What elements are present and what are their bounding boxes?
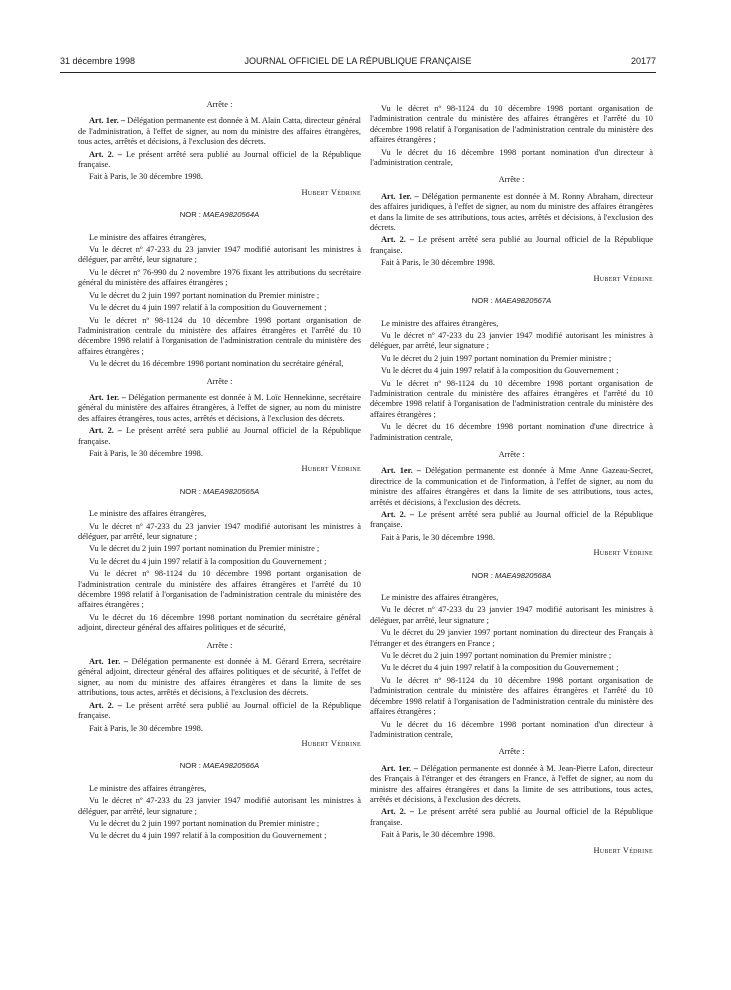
nor-reference: NOR : MAEA9820568A: [471, 570, 552, 580]
page-header: [60, 56, 656, 70]
visa-paragraph: Vu le décret du 4 juin 1997 relatif à la composition du Gouvernement ;: [89, 303, 327, 313]
article-2: Art. 2. – Le présent arrêté sera publié au Journal officiel de la République française.: [370, 807, 654, 827]
signature: Hubert Védrine: [301, 464, 361, 474]
visa-paragraph: Le ministre des affaires étrangères,: [89, 509, 207, 519]
arrete-heading: Arrête :: [498, 747, 525, 757]
signature: Hubert Védrine: [593, 845, 653, 855]
arrete-heading: Arrête :: [498, 175, 525, 185]
visa-paragraph: Vu le décret du 4 juin 1997 relatif à la composition du Gouvernement ;: [381, 366, 619, 376]
visa-paragraph: Le ministre des affaires étrangères,: [89, 232, 207, 242]
visa-paragraph: Vu le décret nº 47-233 du 23 janvier 1947 modifié autorisant les ministres à déléguer, par arrêté, leur signature ;: [370, 605, 653, 625]
visa-paragraph: Vu le décret nº 98-1124 du 10 décembre 1998 portant organisation de l'administration centrale du ministère des affaires étrangères et l'arrêté du 10 décembre 1998 relatif à l'organisation de l'administration centrale du ministère des affaires étrangères ;: [78, 569, 361, 610]
visa-paragraph: Le ministre des affaires étrangères,: [89, 783, 207, 793]
nor-reference: NOR : MAEA9820565A: [179, 486, 260, 496]
visa-paragraph: Vu le décret du 4 juin 1997 relatif à la composition du Gouvernement ;: [89, 556, 327, 566]
signature: Hubert Védrine: [301, 187, 361, 197]
visa-paragraph: Vu le décret nº 47-233 du 23 janvier 1947 modifié autorisant les ministres à déléguer, par arrêté, leur signature ;: [78, 796, 361, 816]
visa-paragraph: Vu le décret nº 76-990 du 2 novembre 1976 fixant les attributions du secrétaire général du ministère des affaires étrangères ;: [78, 267, 361, 288]
visa-paragraph: Vu le décret du 16 décembre 1998 portant nomination d'une directrice à l'administration centrale,: [370, 422, 653, 442]
signature: Hubert Védrine: [593, 273, 653, 283]
article-2: Art. 2. – Le présent arrêté sera publié au Journal officiel de la République française.: [78, 149, 362, 170]
fait-line: Fait à Paris, le 30 décembre 1998.: [89, 172, 203, 182]
article-1: Art. 1er. – Délégation permanente est donnée à M. Jean-Pierre Lafon, directeur des Français à l'étranger et des étrangers en France, à l'effet de signer, au nom du ministre des affaires étrangères et dans la limite de ses attributions, tous actes, arrêtés et décisions, à l'exclusion des décrets.: [370, 763, 654, 804]
right-column: [370, 104, 653, 866]
header-rule: [60, 72, 656, 73]
fait-line: Fait à Paris, le 30 décembre 1998.: [381, 258, 495, 268]
article-2: Art. 2. – Le présent arrêté sera publié au Journal officiel de la République française.: [370, 235, 654, 255]
signature: Hubert Védrine: [301, 738, 361, 748]
header-page-number: 20177: [630, 56, 656, 66]
visa-paragraph: Vu le décret du 4 juin 1997 relatif à la composition du Gouvernement ;: [89, 831, 327, 841]
article-2: Art. 2. – Le présent arrêté sera publié au Journal officiel de la République française.: [370, 510, 654, 530]
visa-paragraph: Vu le décret du 2 juin 1997 portant nomination du Premier ministre ;: [89, 290, 320, 300]
visa-paragraph: Le ministre des affaires étrangères,: [381, 318, 499, 328]
visa-paragraph: Vu le décret du 16 décembre 1998 portant nomination du secrétaire général adjoint, directeur général des affaires politiques et de sécurité,: [78, 612, 361, 633]
visa-paragraph: Vu le décret du 29 janvier 1997 portant nomination du directeur des Français à l'étranger et des étrangers en France ;: [370, 628, 653, 648]
nor-reference: NOR : MAEA9820564A: [179, 210, 260, 220]
signature: Hubert Védrine: [593, 548, 653, 558]
nor-reference: NOR : MAEA9820566A: [179, 761, 260, 771]
article-1: Art. 1er. – Délégation permanente est donnée à Mme Anne Gazeau-Secret, directrice de la communication et de l'information, à l'effet de signer, au nom du ministre des affaires étrangères et dans la limite de ses attributions, tous actes, arrêtés et décisions, à l'exclusion des décrets.: [370, 466, 653, 507]
header-journal-title: JOURNAL OFFICIEL DE LA RÉPUBLIQUE FRANÇAISE: [244, 56, 472, 66]
fait-line: Fait à Paris, le 30 décembre 1998.: [89, 723, 203, 733]
article-1: Art. 1er. – Délégation permanente est donnée à M. Gérard Errera, secrétaire général adjoint, directeur général des affaires politiques et de sécurité, à l'effet de signer, au nom du ministre des affaires étrangères et dans la limite de ses attributions, tous actes, arrêtés et décisions, à l'exclusion des décrets.: [78, 657, 362, 698]
visa-paragraph: Le ministre des affaires étrangères,: [381, 593, 499, 603]
fait-line: Fait à Paris, le 30 décembre 1998.: [89, 448, 203, 458]
visa-paragraph: Vu le décret nº 98-1124 du 10 décembre 1998 portant organisation de l'administration centrale du ministère des affaires étrangères et l'arrêté du 10 décembre 1998 relatif à l'organisation de l'administration centrale du ministère des affaires étrangères ;: [370, 378, 653, 419]
fait-line: Fait à Paris, le 30 décembre 1998.: [381, 830, 495, 840]
visa-paragraph: Vu le décret nº 98-1124 du 10 décembre 1998 portant organisation de l'administration centrale du ministère des affaires étrangères et l'arrêté du 10 décembre 1998 relatif à l'organisation de l'administration centrale du ministère des affaires étrangères ;: [78, 315, 361, 356]
visa-paragraph: Vu le décret du 2 juin 1997 portant nomination du Premier ministre ;: [381, 651, 612, 661]
article-1: Art. 1er. – Délégation permanente est donnée à M. Loïc Hennekinne, secrétaire général du ministère des affaires étrangères, à l'effet de signer, au nom du ministre des affaires étrangères, tous actes, arrêtés et décisions, à l'exclusion des décrets.: [78, 392, 361, 423]
visa-paragraph: Vu le décret nº 47-233 du 23 janvier 1947 modifié autorisant les ministres à déléguer, par arrêté, leur signature ;: [370, 330, 653, 351]
visa-paragraph: Vu le décret du 2 juin 1997 portant nomination du Premier ministre ;: [89, 544, 320, 554]
arrete-heading: Arrête :: [206, 640, 233, 650]
visa-paragraph: Vu le décret nº 47-233 du 23 janvier 1947 modifié autorisant les ministres à déléguer, par arrêté, leur signature ;: [78, 521, 361, 541]
visa-paragraph: Vu le décret nº 47-233 du 23 janvier 1947 modifié autorisant les ministres à déléguer, par arrêté, leur signature ;: [78, 245, 361, 265]
header-date: 31 décembre 1998: [60, 56, 136, 66]
article-2: Art. 2. – Le présent arrêté sera publié au Journal officiel de la République française.: [78, 426, 362, 446]
visa-paragraph: Vu le décret nº 98-1124 du 10 décembre 1998 portant organisation de l'administration centrale du ministère des affaires étrangères et l'arrêté du 10 décembre 1998 relatif à l'organisation de l'administration centrale du ministère des affaires étrangères ;: [370, 104, 653, 145]
visa-paragraph: Vu le décret du 4 juin 1997 relatif à la composition du Gouvernement ;: [381, 663, 619, 673]
visa-paragraph: Vu le décret du 16 décembre 1998 portant nomination d'un directeur à l'administration centrale,: [370, 147, 653, 168]
article-2: Art. 2. – Le présent arrêté sera publié au Journal officiel de la République française.: [78, 700, 362, 721]
article-1: Art. 1er. – Délégation permanente est donnée à M. Ronny Abraham, directeur des affaires juridiques, à l'effet de signer, au nom du ministre des affaires étrangères et dans la limite de ses attributions, tous actes, arrêtés et décisions, à l'exclusion des décrets.: [370, 191, 654, 233]
left-column: [78, 100, 361, 844]
visa-paragraph: Vu le décret du 16 décembre 1998 portant nomination du secrétaire général,: [89, 359, 344, 369]
arrete-heading: Arrête :: [206, 100, 233, 109]
visa-paragraph: Vu le décret du 2 juin 1997 portant nomination du Premier ministre ;: [89, 818, 320, 828]
visa-paragraph: Vu le décret du 2 juin 1997 portant nomination du Premier ministre ;: [381, 353, 612, 363]
arrete-heading: Arrête :: [498, 449, 525, 459]
arrete-heading: Arrête :: [206, 376, 233, 386]
article-1: Art. 1er. – Délégation permanente est donnée à M. Alain Catta, directeur général de l'administration, à l'effet de signer, au nom du ministre des affaires étrangères, tous actes, arrêtés et décisions, à l'exclusion des décrets.: [78, 116, 362, 147]
visa-paragraph: Vu le décret du 16 décembre 1998 portant nomination d'un directeur à l'administration centrale,: [370, 719, 653, 739]
visa-paragraph: Vu le décret nº 98-1124 du 10 décembre 1998 portant organisation de l'administration centrale du ministère des affaires étrangères et l'arrêté du 10 décembre 1998 relatif à l'organisation de l'administration centrale du ministère des affaires étrangères ;: [370, 675, 653, 717]
nor-reference: NOR : MAEA9820567A: [471, 296, 552, 306]
fait-line: Fait à Paris, le 30 décembre 1998.: [381, 532, 495, 542]
